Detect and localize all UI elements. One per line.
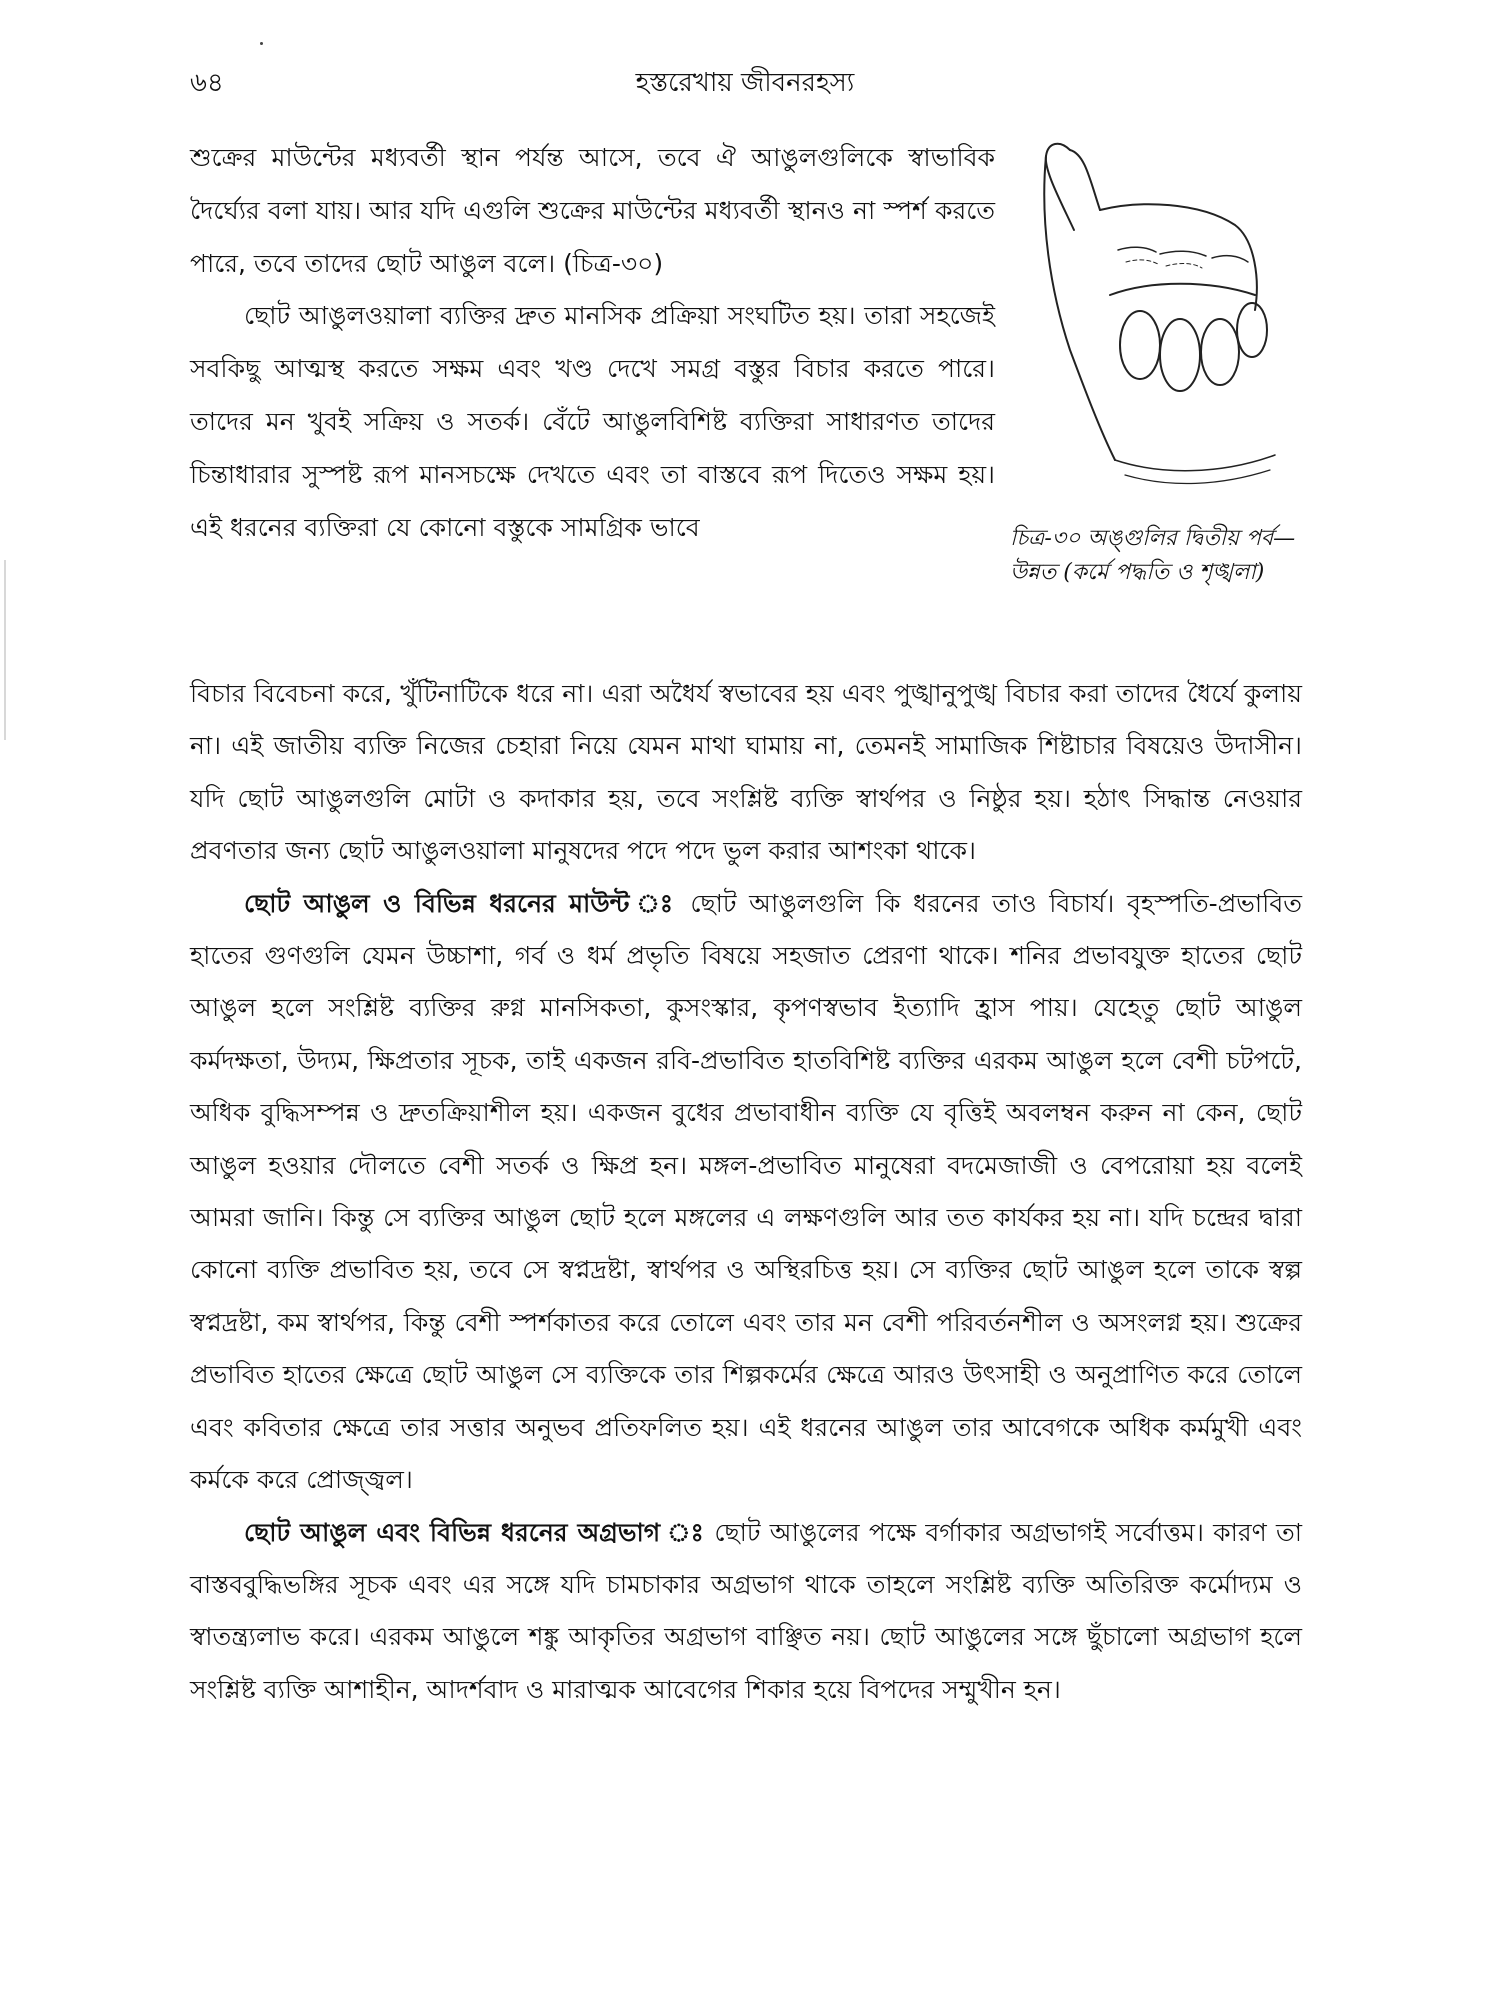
section-text-tips: ছোট আঙুলের পক্ষে বর্গাকার অগ্রভাগই সর্বোত্তম। কারণ তা বাস্তববুদ্ধিভঙ্গির সূচক এবং এর সঙ্গে যদি চামচাকার অগ্রভাগ থাকে তাহলে সংশ্লিষ্ট ব্যক্তি অতিরিক্ত কর্মোদ্যম ও স্বাতন্ত্র্যলাভ করে। এরকম আঙুলে শঙ্কু আকৃতির অগ্রভাগ বাঞ্ছিত নয়। ছোট আঙুলের সঙ্গে ছুঁচালো অগ্রভাগ হলে সংশ্লিষ্ট ব্যক্তি আশাহীন, আদর্শবাদ ও মারাত্মক আবেগের শিকার হয়ে বিপদের সম্মুখীন হন। [190, 1517, 1302, 1704]
section-text-mounts: ছোট আঙুলগুলি কি ধরনের তাও বিচার্য। বৃহস্পতি-প্রভাবিত হাতের গুণগুলি যেমন উচ্চাশা, গর্ব ও ধর্ম প্রভৃতি বিষয়ে সহজাত প্রেরণা থাকে। শনির প্রভাবযুক্ত হাতের ছোট আঙুল হলে সংশ্লিষ্ট ব্যক্তির রুগ্ন মানসিকতা, কুসংস্কার, কৃপণস্বভাব ইত্যাদি হ্রাস পায়। যেহেতু ছোট আঙুল কর্মদক্ষতা, উদ্যম, ক্ষিপ্রতার সূচক, তাই একজন রবি-প্রভাবিত হাতবিশিষ্ট ব্যক্তির এরকম আঙুল হলে বেশী চটপটে, অধিক বুদ্ধিসম্পন্ন ও দ্রুতক্রিয়াশীল হয়। একজন বুধের প্রভাবাধীন ব্যক্তি যে বৃত্তিই অবলম্বন করুন না কেন, ছোট আঙুল হওয়ার দৌলতে বেশী সতর্ক ও ক্ষিপ্র হন। মঙ্গল-প্রভাবিত মানুষেরা বদমেজাজী ও বেপরোয়া হয় বলেই আমরা জানি। কিন্তু সে ব্যক্তির আঙুল ছোট হলে মঙ্গলের এ লক্ষণগুলি আর তত কার্যকর হয় না। যদি চন্দ্রের দ্বারা কোনো ব্যক্তি প্রভাবিত হয়, তবে সে স্বপ্নদ্রষ্টা, স্বার্থপর ও অস্থিরচিত্ত হয়। সে ব্যক্তির ছোট আঙুল হলে তাকে স্বল্প স্বপ্নদ্রষ্টা, কম স্বার্থপর, কিন্তু বেশী স্পর্শকাতর করে তোলে এবং তার মন বেশী পরিবর্তনশীল ও অসংলগ্ন হয়। শুক্রের প্রভাবিত হাতের ক্ষেত্রে ছোট আঙুল সে ব্যক্তিকে তার শিল্পকর্মের ক্ষেত্রে আরও উৎসাহী ও অনুপ্রাণিত করে তোলে এবং কবিতার ক্ষেত্রে তার সত্তার অনুভব প্রতিফলিত হয়। এই ধরনের আঙুল তার আবেগকে অধিক কর্মমুখী এবং কর্মকে করে প্রোজ্জ্বল। [190, 888, 1302, 1495]
paragraph-finger-length: শুক্রের মাউন্টের মধ্যবর্তী স্থান পর্যন্ত আসে, তবে ঐ আঙুলগুলিকে স্বাভাবিক দৈর্ঘ্যের বলা যায়। আর যদি এগুলি শুক্রের মাউন্টের মধ্যবর্তী স্থানও না স্পর্শ করতে পারে, তবে তাদের ছোট আঙুল বলে। (চিত্র-৩০) [190, 143, 995, 278]
running-title: হস্তরেখায় জীবনরহস্য [635, 68, 855, 98]
paragraph-short-fingers-rest: বিচার বিবেচনা করে, খুঁটিনাটিকে ধরে না। এরা অধৈর্য স্বভাবের হয় এবং পুঙ্খানুপুঙ্খ বিচার করা তাদের ধৈর্যে কুলায় না। এই জাতীয় ব্যক্তি নিজের চেহারা নিয়ে যেমন মাথা ঘামায় না, তেমনই সামাজিক শিষ্টাচার বিষয়েও উদাসীন। যদি ছোট আঙুলগুলি মোটা ও কদাকার হয়, তবে সংশ্লিষ্ট ব্যক্তি স্বার্থপর ও নিষ্ঠুর হয়। হঠাৎ সিদ্ধান্ত নেওয়ার প্রবণতার জন্য ছোট আঙুলওয়ালা মানুষদের পদে পদে ভুল করার আশংকা থাকে। [190, 679, 1302, 866]
page-edge-shadow [4, 560, 6, 740]
scan-speck [260, 42, 263, 45]
main-text [190, 668, 1302, 1716]
section-mounts [190, 878, 1302, 1507]
section-tips [190, 1507, 1302, 1717]
figure-30 [1010, 130, 1310, 630]
figure-caption: চিত্র-৩০ অঙ্গুলির দ্বিতীয় পর্ব— উন্নত (কর্মে পদ্ধতি ও শৃঙ্খলা) [1010, 526, 1296, 585]
page-number: ৬৪ [190, 68, 224, 98]
text-beside-figure [190, 132, 995, 554]
page-header [190, 62, 1300, 102]
paragraph-short-fingers-top: ছোট আঙুলওয়ালা ব্যক্তির দ্রুত মানসিক প্রক্রিয়া সংঘটিত হয়। তারা সহজেই সবকিছু আত্মস্থ করতে সক্ষম এবং খণ্ড দেখে সমগ্র বস্তুর বিচার করতে পারে। তাদের মন খুবই সক্রিয় ও সতর্ক। বেঁটে আঙুলবিশিষ্ট ব্যক্তিরা সাধারণত তাদের চিন্তাধারার সুস্পষ্ট রূপ মানসচক্ষে দেখতে এবং তা বাস্তবে রূপ দিতেও সক্ষম হয়। এই ধরনের ব্যক্তিরা যে কোনো বস্তুকে সামগ্রিক ভাবে [190, 301, 995, 542]
section-heading-tips: ছোট আঙুল এবং বিভিন্ন ধরনের অগ্রভাগ ঃ [244, 1517, 706, 1547]
section-heading-mounts: ছোট আঙুল ও বিভিন্ন ধরনের মাউন্ট ঃ [244, 888, 678, 918]
hand-illustration [1030, 130, 1290, 510]
